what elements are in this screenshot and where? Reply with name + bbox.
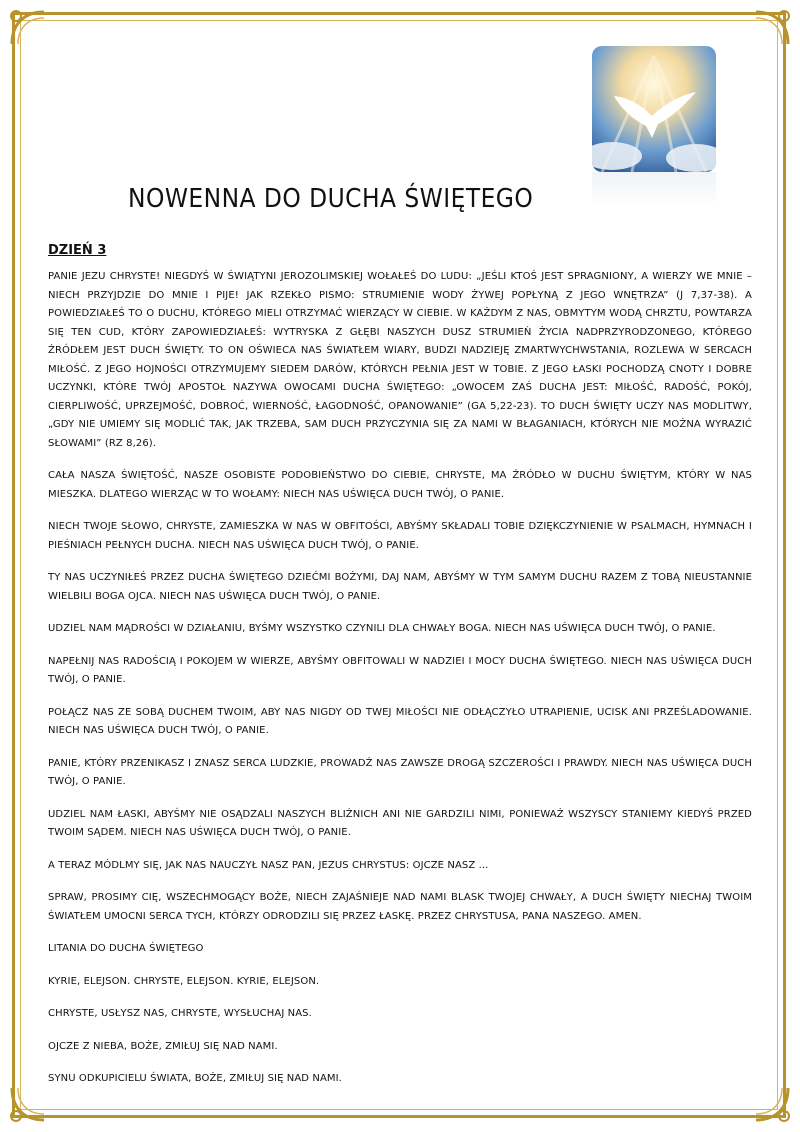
paragraph: TY NAS UCZYNIŁEŚ PRZEZ DUCHA ŚWIĘTEGO DZIEĆMI BOŻYMI, DAJ NAM, ABYŚMY W TYM SAMYM DUCHU RAZEM Z TOBĄ NIEUSTANNIE WIELBILI BOGA OJCA. NIECH NAS UŚWIĘCA DUCH TWÓJ, O PANIE.: [48, 572, 752, 602]
page-title: NOWENNA DO DUCHA ŚWIĘTEGO: [128, 184, 534, 214]
paragraph: POŁĄCZ NAS ZE SOBĄ DUCHEM TWOIM, ABY NAS NIGDY OD TWEJ MIŁOŚCI NIE ODŁĄCZYŁO UTRAPIENIE, UCISK ANI PRZEŚLADOWANIE. NIECH NAS UŚWIĘCA DUCH TWÓJ, O PANIE.: [48, 706, 752, 736]
corner-ornament-icon: [4, 4, 48, 48]
paragraph: LITANIA DO DUCHA ŚWIĘTEGO: [48, 943, 204, 954]
paragraph: PANIE JEZU CHRYSTE! NIEGDYŚ W ŚWIĄTYNI JEROZOLIMSKIEJ WOŁAŁEŚ DO LUDU: „JEŚLI KTOŚ JEST SPRAGNIONY, A WIERZY WE MNIE – NIECH PRZYJDZIE DO MNIE I PIJE! JAK RZEKŁO PISMO: STRUMIENIE WODY ŻYWEJ POPŁYNĄ Z JEGO WNĘTRZA” (J 7,37-38). A POWIEDZIAŁEŚ TO O DUCHU, KTÓREGO MIELI OTRZYMAĆ WIERZĄCY W CIEBIE. W KAŻDYM Z NAS, OBMYTYM WODĄ CHRZTU, POWTARZA SIĘ TEN CUD, KTÓRY ZAPOWIEDZIAŁEŚ: WYTRYSKA Z GŁĘBI NASZYCH DUSZ STRUMIEŃ ŻYCIA NADPRZYRODZONEGO, KTÓREGO ŹRÓDŁEM JEST DUCH ŚWIĘTY. TO ON OŚWIECA NAS ŚWIATŁEM WIARY, BUDZI NADZIEJĘ ZMARTWYCHWSTANIA, ROZLEWA W SERCACH MIŁOŚĆ. Z JEGO HOJNOŚCI OTRZYMUJEMY SIEDEM DARÓW, KTÓRYCH PEŁNIA JEST W TOBIE. Z JEGO ŁASKI POCHODZĄ CNOTY I DOBRE UCZYNKI, KTÓRE TWÓJ APOSTOŁ NAZYWA OWOCAMI DUCHA ŚWIĘTEGO: „OWOCEM ZAŚ DUCHA JEST: MIŁOŚĆ, RADOŚĆ, POKÓJ, CIERPLIWOŚĆ, UPRZEJMOŚĆ, DOBROĆ, WIERNOŚĆ, ŁAGODNOŚĆ, OPANOWANIE” (GA 5,22-23). TO DUCH ŚWIĘTY UCZY NAS MODLITWY, „GDY NIE UMIEMY SIĘ MODLIĆ TAK, JAK TRZEBA, SAM DUCH PRZYCZYNIA SIĘ ZA NAMI W BŁAGANIACH, KTÓRYCH NIE MOŻNA WYRAZIĆ SŁOWAMI” (RZ 8,26).: [48, 271, 752, 449]
corner-ornament-icon: [752, 4, 796, 48]
paragraph: NAPEŁNIJ NAS RADOŚCIĄ I POKOJEM W WIERZE, ABYŚMY OBFITOWALI W NADZIEI I MOCY DUCHA ŚWIĘTEGO. NIECH NAS UŚWIĘCA DUCH TWÓJ, O PANIE.: [48, 655, 752, 685]
paragraph: PANIE, KTÓRY PRZENIKASZ I ZNASZ SERCA LUDZKIE, PROWADŹ NAS ZAWSZE DROGĄ SZCZEROŚCI I PRAWDY. NIECH NAS UŚWIĘCA DUCH TWÓJ, O PANIE.: [48, 757, 752, 787]
image-reflection: [592, 172, 716, 208]
paragraph: UDZIEL NAM ŁASKI, ABYŚMY NIE OSĄDZALI NASZYCH BLIŹNICH ANI NIE GARDZILI NIMI, PONIEWAŻ WSZYSCY STANIEMY KIEDYŚ PRZED TWOIM SĄDEM. NIECH NAS UŚWIĘCA DUCH TWÓJ, O PANIE.: [48, 808, 752, 838]
paragraph: KYRIE, ELEJSON. CHRYSTE, ELEJSON. KYRIE, ELEJSON.: [48, 975, 320, 987]
paragraph: SYNU ODKUPICIELU ŚWIATA, BOŻE, ZMIŁUJ SIĘ NAD NAMI.: [48, 1073, 342, 1084]
dove-icon: [592, 46, 716, 172]
paragraph: CHRYSTE, USŁYSZ NAS, CHRYSTE, WYSŁUCHAJ NAS.: [48, 1008, 312, 1019]
paragraph: OJCZE Z NIEBA, BOŻE, ZMIŁUJ SIĘ NAD NAMI.: [48, 1040, 278, 1052]
prayer-text: [48, 268, 752, 1103]
paragraph: UDZIEL NAM MĄDROŚCI W DZIAŁANIU, BYŚMY WSZYSTKO CZYNILI DLA CHWAŁY BOGA. NIECH NAS UŚWIĘCA DUCH TWÓJ, O PANIE.: [48, 623, 716, 634]
corner-ornament-icon: [752, 1084, 796, 1128]
paragraph: SPRAW, PROSIMY CIĘ, WSZECHMOGĄCY BOŻE, NIECH ZAJAŚNIEJE NAD NAMI BLASK TWOJEJ CHWAŁY, A DUCH ŚWIĘTY NIECHAJ TWOIM ŚWIATŁEM UMOCNI SERCA TYCH, KTÓRZY ODRODZILI SIĘ PRZEZ ŁASKĘ. PRZEZ CHRYSTUSA, PANA NASZEGO. AMEN.: [48, 892, 752, 922]
corner-ornament-icon: [4, 1084, 48, 1128]
paragraph: A TERAZ MÓDLMY SIĘ, JAK NAS NAUCZYŁ NASZ PAN, JEZUS CHRYSTUS: OJCZE NASZ ...: [48, 859, 489, 871]
day-heading: DZIEŃ 3: [48, 243, 107, 258]
paragraph: NIECH TWOJE SŁOWO, CHRYSTE, ZAMIESZKA W NAS W OBFITOŚCI, ABYŚMY SKŁADALI TOBIE DZIĘKCZYNIENIE W PSALMACH, HYMNACH I PIEŚNIACH PEŁNYCH DUCHA. NIECH NAS UŚWIĘCA DUCH TWÓJ, O PANIE.: [48, 521, 752, 551]
paragraph: CAŁA NASZA ŚWIĘTOŚĆ, NASZE OSOBISTE PODOBIEŃSTWO DO CIEBIE, CHRYSTE, MA ŹRÓDŁO W DUCHU ŚWIĘTYM, KTÓRY W NAS MIESZKA. DLATEGO WIERZĄC W TO WOŁAMY: NIECH NAS UŚWIĘCA DUCH TWÓJ, O PANIE.: [48, 470, 752, 500]
